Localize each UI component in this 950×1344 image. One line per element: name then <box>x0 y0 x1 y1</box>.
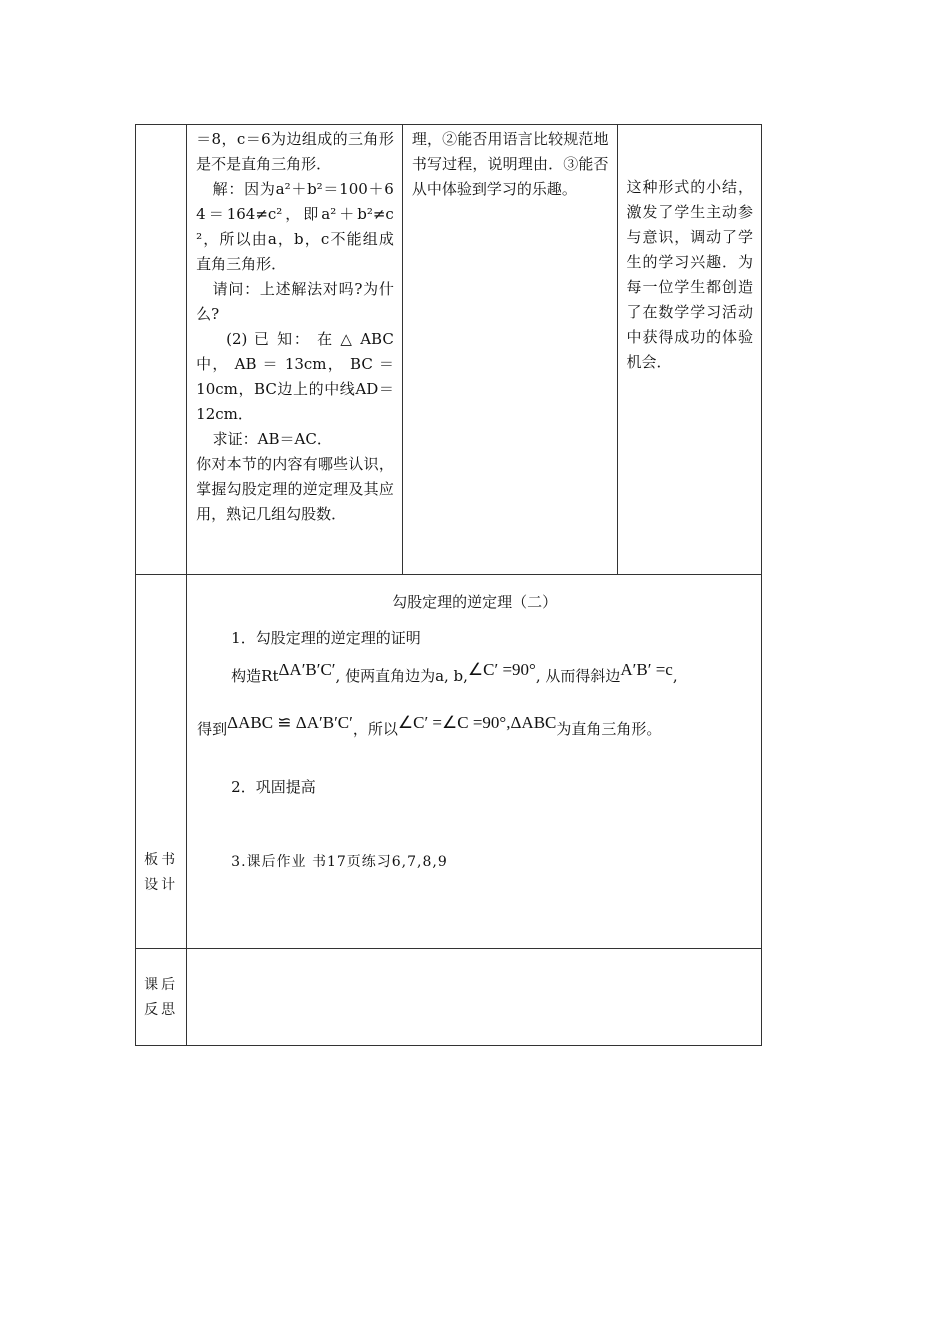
design-intent-text: 这种形式的小结，激发了学生主动参与意识，调动了学生的学习兴趣．为每一位学生都创造了在数学学习活动中获得成功的体验机会． <box>626 178 753 371</box>
board-item-3 <box>197 713 662 739</box>
board-design-row <box>136 575 762 949</box>
teacher-content-cell <box>187 125 403 575</box>
congruence-formula: ΔABC ≌ ΔA′B′C′ <box>227 713 353 732</box>
summary-question: 你对本节的内容有哪些认识，掌握勾股定理的逆定理及其应用，熟记几组勾股数． <box>196 455 394 523</box>
item3-end: 为直角三角形。 <box>556 720 662 738</box>
item3-prefix: 得到 <box>197 720 228 738</box>
triangle-prime-formula: ΔA′B′C′ <box>278 660 336 679</box>
board-item-1: 1．勾股定理的逆定理的证明 <box>231 629 421 647</box>
board-item-consolidate: 2．巩固提高 <box>231 778 316 796</box>
activity-row <box>136 125 762 575</box>
student-activity-text: 理，②能否用语言比较规范地书写过程，说明理由．③能否从中体验到学习的乐趣。 <box>411 130 609 198</box>
lesson-plan-table <box>135 124 762 1046</box>
prove-text: 求证：AB＝AC． <box>212 430 332 448</box>
board-label-line2: 设计 <box>144 877 179 893</box>
item2-mid: , 使两直角边为a, b, <box>335 667 468 685</box>
reflection-label-line2: 反思 <box>144 1002 179 1018</box>
solution-text: 解：因为a²＋b²＝100＋64＝164≠c²，即a²＋b²≠c²，所以由a，b，c不能组成直角三角形． <box>196 180 394 273</box>
question-text: 请问：上述解法对吗?为什么? <box>196 280 394 323</box>
item2-prefix: 构造Rt <box>231 667 279 685</box>
reflection-label-line1: 课后 <box>144 977 179 993</box>
hypotenuse-formula: A′B′ =c <box>620 660 673 679</box>
reflection-row <box>136 949 762 1046</box>
item2-end: , <box>672 667 678 685</box>
problem-2-text: (2) 已 知： 在 △ ABC 中， AB ＝ 13cm， BC ＝ 10cm，BC边上的中线AD＝12cm． <box>196 330 394 423</box>
board-content-cell <box>187 575 762 949</box>
item2-mid2: , 从而得斜边 <box>535 667 621 685</box>
board-label-cell <box>136 575 187 949</box>
board-title: 勾股定理的逆定理（二） <box>392 593 558 611</box>
angle-equality-formula: ∠C′ =∠C =90° <box>397 713 507 732</box>
problem-continuation: ＝8，c＝6为边组成的三角形是不是直角三角形． <box>196 130 394 173</box>
board-label-line1: 板书 <box>144 852 179 868</box>
reflection-content-cell <box>187 949 762 1046</box>
right-angle-formula: ∠C′ =90° <box>467 660 536 679</box>
item3-mid: ，所以 <box>352 720 398 738</box>
board-item-homework: 3.课后作业 书17页练习6,7,8,9 <box>231 854 448 870</box>
board-item-2 <box>231 660 678 686</box>
reflection-label-cell <box>136 949 187 1046</box>
activity-label-cell <box>136 125 187 575</box>
design-intent-cell <box>617 125 761 575</box>
student-activity-cell <box>402 125 617 575</box>
triangle-abc-formula: ,ΔABC <box>506 713 557 732</box>
